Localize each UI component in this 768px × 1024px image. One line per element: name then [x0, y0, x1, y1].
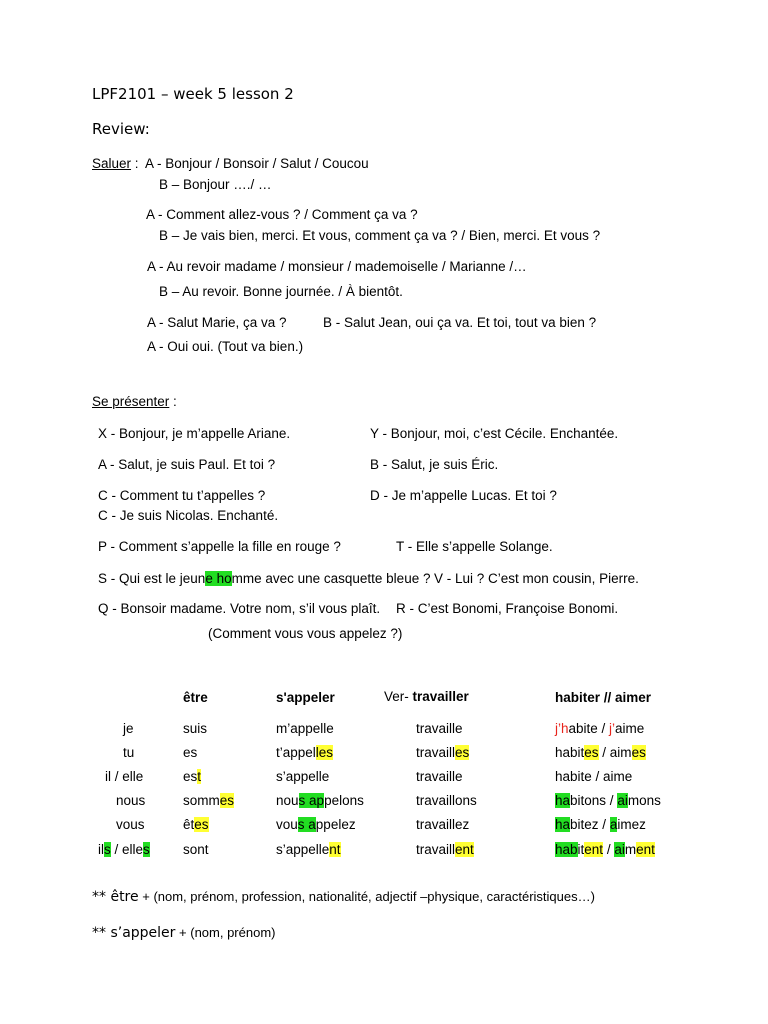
dialogue-line: (Comment vous vous appelez ?): [208, 626, 403, 641]
col-header-habiter-aimer: habiter // aimer: [555, 690, 652, 705]
appeler-form: s’appellent: [276, 842, 341, 857]
presenter-label: Se présenter :: [92, 394, 177, 409]
habiter-aimer-form: j’habite / j’aime: [555, 721, 645, 736]
saluer-line: B – Je vais bien, merci. Et vous, comment ça va ? / Bien, merci. Et vous ?: [159, 228, 601, 243]
pronoun: vous: [116, 817, 145, 832]
etre-form: es: [183, 745, 198, 760]
travailler-form: travaille: [416, 769, 463, 784]
travailler-form: travaillons: [416, 793, 477, 808]
travailler-form: travaillez: [416, 817, 470, 832]
note-sappeler: ** s’appeler + (nom, prénom): [92, 925, 276, 941]
col-header-travailler: Ver- travailler: [384, 689, 469, 704]
col-header-etre: être: [183, 690, 208, 705]
etre-form: suis: [183, 721, 208, 736]
etre-form: sont: [183, 842, 209, 857]
dialogue-line: R - C’est Bonomi, Françoise Bonomi.: [396, 601, 619, 616]
col-header-sappeler: s'appeler: [276, 690, 335, 705]
dialogue-line: D - Je m’appelle Lucas. Et toi ?: [370, 488, 557, 503]
dialogue-line: C - Je suis Nicolas. Enchanté.: [98, 508, 279, 523]
review-heading: Review:: [92, 120, 150, 138]
habiter-aimer-form: habite / aime: [555, 769, 633, 784]
dialogue-line: Y - Bonjour, moi, c’est Cécile. Enchantée.: [370, 426, 619, 441]
dialogue-line: C - Comment tu t’appelles ?: [98, 488, 266, 503]
highlight-green: e ho: [205, 571, 232, 586]
note-etre: ** être + (nom, prénom, profession, nationalité, adjectif –physique, caractéristiques…): [92, 889, 595, 905]
saluer-line: B – Bonjour …./ …: [159, 177, 272, 192]
pronoun: tu: [123, 745, 135, 760]
etre-form: est: [183, 769, 202, 784]
appeler-form: nous appelons: [276, 793, 364, 808]
travailler-form: travaille: [416, 721, 463, 736]
saluer-label: Saluer :: [92, 156, 139, 171]
habiter-aimer-form: habites / aimes: [555, 745, 646, 760]
saluer-line: A - Comment allez-vous ? / Comment ça va ?: [146, 207, 418, 222]
saluer-line: A - Bonjour / Bonsoir / Salut / Coucou: [145, 156, 369, 171]
dialogue-line: X - Bonjour, je m’appelle Ariane.: [98, 426, 291, 441]
dialogue-line: T - Elle s’appelle Solange.: [396, 539, 553, 554]
dialogue-line: S - Qui est le jeune homme avec une casquette bleue ?: [98, 571, 431, 586]
saluer-line: A - Salut Marie, ça va ?: [147, 315, 287, 330]
appeler-form: s’appelle: [276, 769, 330, 784]
saluer-line: B - Salut Jean, oui ça va. Et toi, tout va bien ?: [323, 315, 597, 330]
saluer-line: A - Au revoir madame / monsieur / mademoiselle / Marianne /…: [147, 259, 527, 274]
dialogue-line: B - Salut, je suis Éric.: [370, 457, 499, 472]
dialogue-line: Q - Bonsoir madame. Votre nom, s’il vous plaît.: [98, 601, 381, 616]
dialogue-line: P - Comment s’appelle la fille en rouge ?: [98, 539, 341, 554]
saluer-line: B – Au revoir. Bonne journée. / À bientôt.: [159, 284, 403, 299]
habiter-aimer-form: habitez / aimez: [555, 817, 646, 832]
dialogue-line: V - Lui ? C’est mon cousin, Pierre.: [434, 571, 639, 586]
pronoun: ils / elles: [98, 842, 150, 857]
habiter-aimer-form: habitent / aiment: [555, 842, 655, 857]
appeler-form: vous appelez: [276, 817, 356, 832]
etre-form: êtes: [183, 817, 209, 832]
habiter-aimer-form: habitons / aimons: [555, 793, 661, 808]
appeler-form: t’appelles: [276, 745, 334, 760]
saluer-line: A - Oui oui. (Tout va bien.): [147, 339, 304, 354]
dialogue-line: A - Salut, je suis Paul. Et toi ?: [98, 457, 276, 472]
etre-form: sommes: [183, 793, 235, 808]
page-title: LPF2101 – week 5 lesson 2: [92, 85, 294, 103]
travailler-form: travailles: [416, 745, 470, 760]
travailler-form: travaillent: [416, 842, 474, 857]
pronoun: nous: [116, 793, 146, 808]
pronoun: je: [123, 721, 134, 736]
appeler-form: m’appelle: [276, 721, 334, 736]
pronoun: il / elle: [105, 769, 144, 784]
